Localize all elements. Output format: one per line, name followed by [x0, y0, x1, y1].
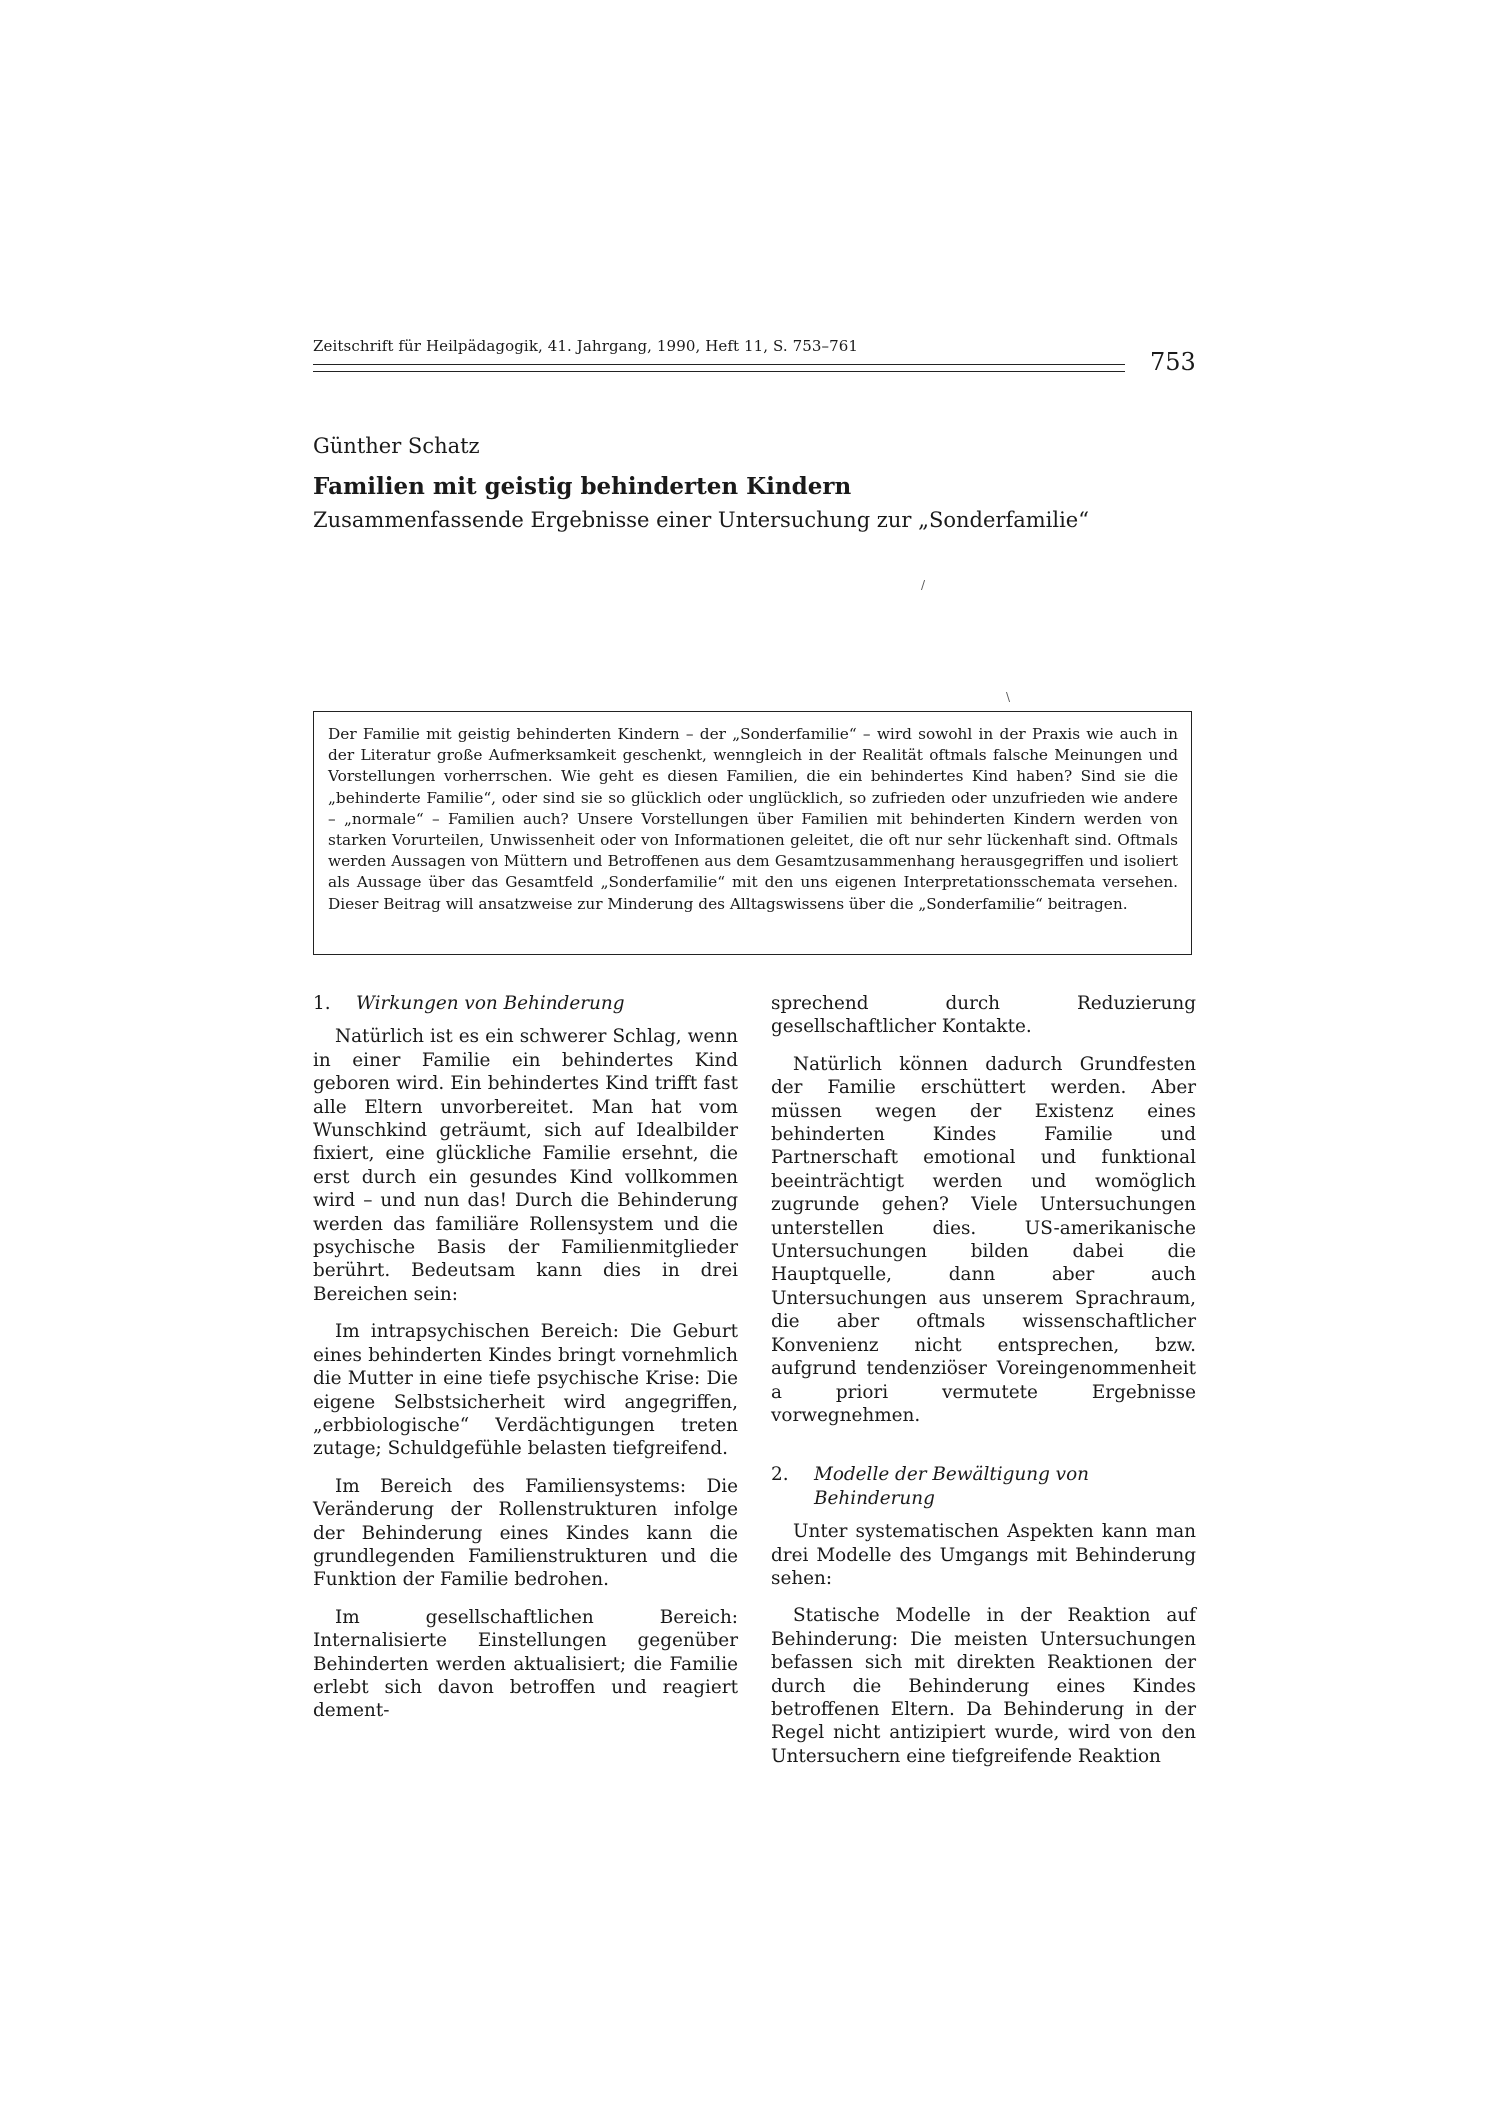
paragraph: Unter systematischen Aspekten kann man drei Modelle des Umgangs mit Behinderung sehen:: [771, 1521, 1196, 1589]
paragraph: Natürlich ist es ein schwerer Schlag, wenn in einer Familie ein behindertes Kind geboren wird. Ein behindertes Kind trifft fast alle Eltern unvorbereitet. Man hat vom Wunschkind geträumt, sich auf Idealbilder fixiert, eine glückliche Familie ersehnt, die erst durch ein gesundes Kind vollkommen wird – und nun das! Durch die Behinderung werden das familiäre Rollensystem und die psychische Basis der Familienmitglieder berührt. Bedeutsam kann dies in drei Bereichen sein:: [313, 1026, 738, 1305]
paragraph: Im gesellschaftlichen Bereich: Internalisierte Einstellungen gegenüber Behinderten werden aktualisiert; die Familie erlebt sich davon betroffen und reagiert dement-: [313, 1606, 738, 1722]
left-column: [313, 992, 738, 1737]
abstract-text: Der Familie mit geistig behinderten Kindern – der „Sonderfamilie“ – wird sowohl in der Praxis wie auch in der Literatur große Aufmerksamkeit geschenkt, wenngleich in der Realität oftmals falsche Meinungen und Vorstellungen vorherrschen. Wie geht es diesen Familien, die ein behindertes Kind haben? Sind sie die „behinderte Familie“, oder sind sie so glücklich oder unglücklich, so zufrieden oder unzufrieden wie andere – „normale“ – Familien auch? Unsere Vorstellungen über Familien mit behinderten Kindern werden von starken Vorurteilen, Unwissenheit oder von Informationen geleitet, die oft nur sehr lückenhaft sind. Oftmals werden Aussagen von Müttern und Betroffenen aus dem Gesamtzusammenhang herausgegriffen und isoliert als Aussage über das Gesamtfeld „Sonderfamilie“ mit den uns eigenen Interpretationsschemata versehen. Dieser Beitrag will ansatzweise zur Minderung des Alltagswissens über die „Sonderfamilie“ beitragen.: [328, 725, 1178, 913]
scan-speck-mark: \: [1006, 690, 1011, 704]
paragraph: Im Bereich des Familiensystems: Die Veränderung der Rollenstrukturen infolge der Behinderung eines Kindes kann die grundlegenden Familienstrukturen und die Funktion der Familie bedrohen.: [313, 1475, 738, 1591]
paragraph: Natürlich können dadurch Grundfesten der Familie erschüttert werden. Aber müssen wegen der Existenz eines behinderten Kindes Familie und Partnerschaft emotional und funktional beeinträchtigt werden und womöglich zugrunde gehen? Viele Untersuchungen unterstellen dies. US-amerikanische Untersuchungen bilden dabei die Hauptquelle, dann aber auch Untersuchungen aus unserem Sprachraum, die aber oftmals wissenschaftlicher Konvenienz nicht entsprechen, bzw. aufgrund tendenziöser Voreingenommenheit a priori vermutete Ergebnisse vorwegnehmen.: [771, 1053, 1196, 1426]
paragraph: Statische Modelle in der Reaktion auf Behinderung: Die meisten Untersuchungen befassen sich mit direkten Reaktionen der durch die Behinderung eines Kindes betroffenen Eltern. Da Behinderung in der Regel nicht antizipiert wurde, wird von den Untersuchern eine tiefgreifende Reaktion: [771, 1605, 1196, 1767]
section-number: 2.: [771, 1464, 789, 1486]
header-rule: [313, 371, 1125, 372]
journal-citation: Zeitschrift für Heilpädagogik, 41. Jahrgang, 1990, Heft 11, S. 753–761: [313, 337, 859, 355]
article-subtitle: Zusammenfassende Ergebnisse einer Untersuchung zur „Sonderfamilie“: [313, 508, 1089, 532]
section-heading: [313, 992, 738, 1015]
author-name: Günther Schatz: [313, 434, 480, 458]
section-title: Wirkungen von Behinderung: [356, 993, 625, 1014]
paragraph: Im intrapsychischen Bereich: Die Geburt eines behinderten Kindes bringt vornehmlich die Mutter in eine tiefe psychische Krise: Die eigene Selbstsicherheit wird angegriffen, „erbbiologische“ Verdächtigungen treten zutage; Schuldgefühle belasten tiefgreifend.: [313, 1321, 738, 1460]
abstract-box: [313, 711, 1192, 955]
scan-speck-mark: /: [921, 578, 926, 592]
header-rule: [313, 364, 1125, 365]
right-column: [771, 992, 1196, 1782]
section-heading: [771, 1463, 1196, 1510]
page-number: 753: [1150, 348, 1196, 376]
section-title: Modelle der Bewältigung von Behinderung: [814, 1464, 1089, 1509]
article-title: Familien mit geistig behinderten Kindern: [313, 473, 852, 500]
section-number: 1.: [313, 993, 331, 1014]
paragraph-continuation: sprechend durch Reduzierung gesellschaftlicher Kontakte.: [771, 993, 1196, 1038]
